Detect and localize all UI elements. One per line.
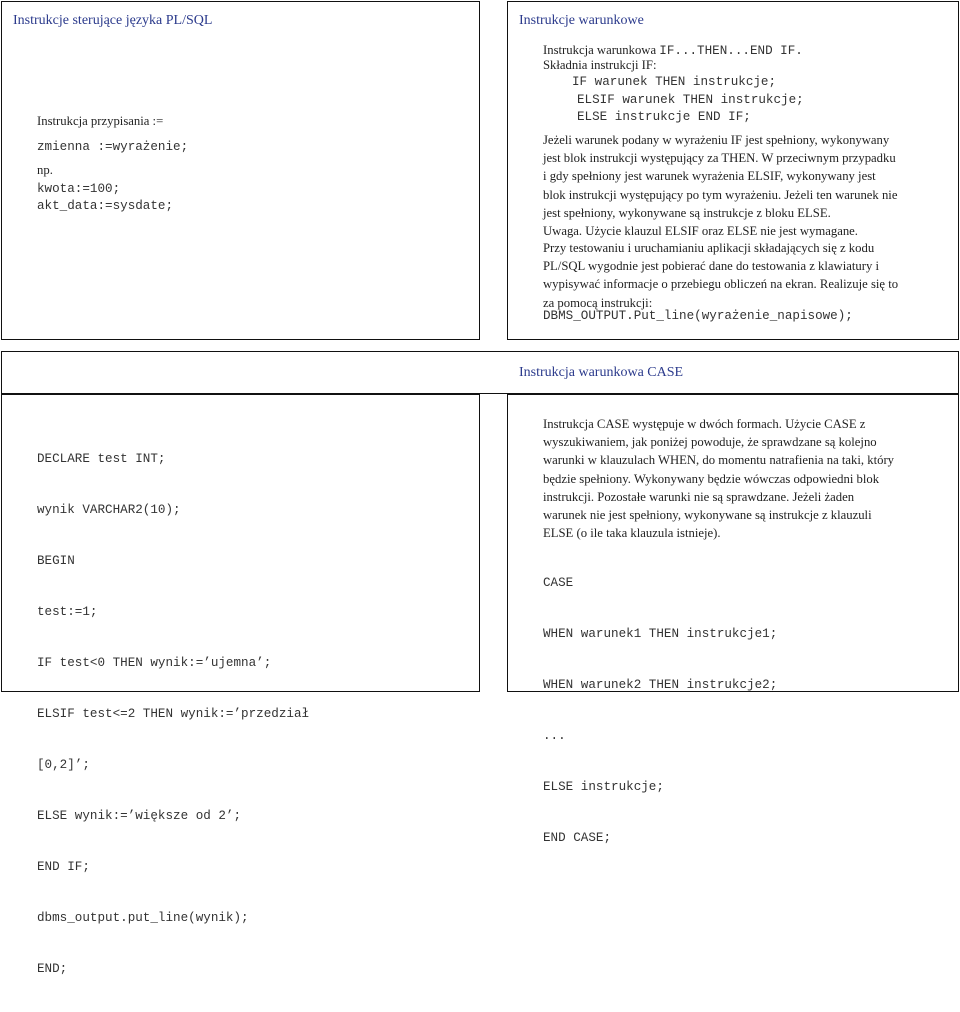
if-example-code bbox=[37, 417, 309, 1012]
test-line: za pomocą instrukcji: bbox=[543, 295, 653, 310]
code-line: test:=1; bbox=[37, 605, 98, 619]
intro-text: Instrukcja warunkowa bbox=[543, 43, 660, 57]
syntax-label: Składnia instrukcji IF: bbox=[543, 58, 657, 72]
panel-title: Instrukcje warunkowe bbox=[519, 13, 644, 28]
assignment-syntax: zmienna :=wyrażenie; bbox=[37, 140, 189, 154]
panel-assignment bbox=[1, 1, 480, 340]
code-line: DECLARE test INT; bbox=[37, 452, 166, 466]
example-line-1: kwota:=100; bbox=[37, 182, 121, 196]
testing-description bbox=[543, 239, 898, 312]
desc-line: Instrukcja CASE występuje w dwóch formach. Użycie CASE z bbox=[543, 417, 866, 431]
dbms-output-code: DBMS_OUTPUT.Put_line(wyrażenie_napisowe); bbox=[543, 309, 853, 323]
code-line: CASE bbox=[543, 576, 574, 590]
desc-line: warunek nie jest spełniony, wykonywane są instrukcje z klauzuli bbox=[543, 508, 872, 523]
code-line: dbms_output.put_line(wynik); bbox=[37, 911, 249, 925]
case-syntax-code bbox=[543, 541, 777, 881]
panel-title: Instrukcje sterujące języka PL/SQL bbox=[13, 13, 213, 28]
code-line: [0,2]’; bbox=[37, 758, 90, 772]
desc-line: warunki w klauzulach WHEN, do momentu natrafienia na taki, który bbox=[543, 453, 895, 468]
code-line: WHEN warunek2 THEN instrukcje2; bbox=[543, 678, 778, 692]
code-line: END CASE; bbox=[543, 831, 612, 845]
code-line: ELSIF test<=2 THEN wynik:=’przedział bbox=[37, 707, 310, 721]
syntax-line-3: ELSE instrukcje END IF; bbox=[577, 110, 751, 124]
example-label: np. bbox=[37, 163, 53, 177]
desc-line: i gdy spełniony jest warunek wyrażenia ELSIF, wykonywany jest bbox=[543, 169, 876, 184]
panel-if-example bbox=[1, 394, 480, 976]
test-line: Przy testowaniu i uruchamianiu aplikacji składających się z kodu bbox=[543, 241, 875, 255]
assignment-label: Instrukcja przypisania := bbox=[37, 114, 164, 128]
desc-line: instrukcji. Pozostałe warunki nie są sprawdzane. Jeżeli żaden bbox=[543, 489, 855, 504]
code-line: wynik VARCHAR2(10); bbox=[37, 503, 181, 517]
code-line: ... bbox=[543, 729, 566, 743]
panel-case-header bbox=[1, 351, 959, 394]
example-line-2: akt_data:=sysdate; bbox=[37, 199, 174, 213]
code-line: IF test<0 THEN wynik:=’ujemna’; bbox=[37, 656, 272, 670]
code-line: ELSE wynik:=’większe od 2’; bbox=[37, 809, 242, 823]
desc-line: blok instrukcji występujący po tym wyrażeniu. Jeżeli ten warunek nie bbox=[543, 187, 898, 202]
code-line: END IF; bbox=[37, 860, 90, 874]
panel-title: Instrukcja warunkowa CASE bbox=[519, 365, 684, 380]
syntax-line-2: ELSIF warunek THEN instrukcje; bbox=[577, 93, 804, 107]
code-line: BEGIN bbox=[37, 554, 75, 568]
if-description bbox=[543, 131, 897, 240]
panel-case-description bbox=[507, 394, 959, 845]
code-line: END; bbox=[37, 962, 68, 976]
desc-line: Jeżeli warunek podany w wyrażeniu IF jest spełniony, wykonywany bbox=[543, 133, 890, 147]
desc-line: wyszukiwaniem, jak poniżej powoduje, że sprawdzane są kolejno bbox=[543, 435, 877, 450]
desc-line: jest spełniony, wykonywane są instrukcje z bloku ELSE. bbox=[543, 205, 831, 220]
code-line: ELSE instrukcje; bbox=[543, 780, 664, 794]
code-line: WHEN warunek1 THEN instrukcje1; bbox=[543, 627, 778, 641]
test-line: wypisywać informacje o przebiegu obliczeń na ekran. Realizuje się to bbox=[543, 277, 899, 292]
case-description bbox=[543, 415, 894, 542]
desc-line: Uwaga. Użycie klauzul ELSIF oraz ELSE nie jest wymagane. bbox=[543, 224, 858, 239]
intro-code: IF...THEN...END IF. bbox=[659, 44, 803, 58]
panel-conditional bbox=[507, 1, 959, 340]
syntax-line-1: IF warunek THEN instrukcje; bbox=[572, 75, 777, 89]
desc-line: jest blok instrukcji występujący za THEN. W przeciwnym przypadku bbox=[543, 151, 896, 166]
desc-line: ELSE (o ile taka klauzula istnieje). bbox=[543, 526, 721, 541]
test-line: PL/SQL wygodnie jest pobierać dane do testowania z klawiatury i bbox=[543, 259, 880, 274]
desc-line: będzie spełniony. Wykonywany będzie wówczas odpowiedni blok bbox=[543, 471, 880, 486]
